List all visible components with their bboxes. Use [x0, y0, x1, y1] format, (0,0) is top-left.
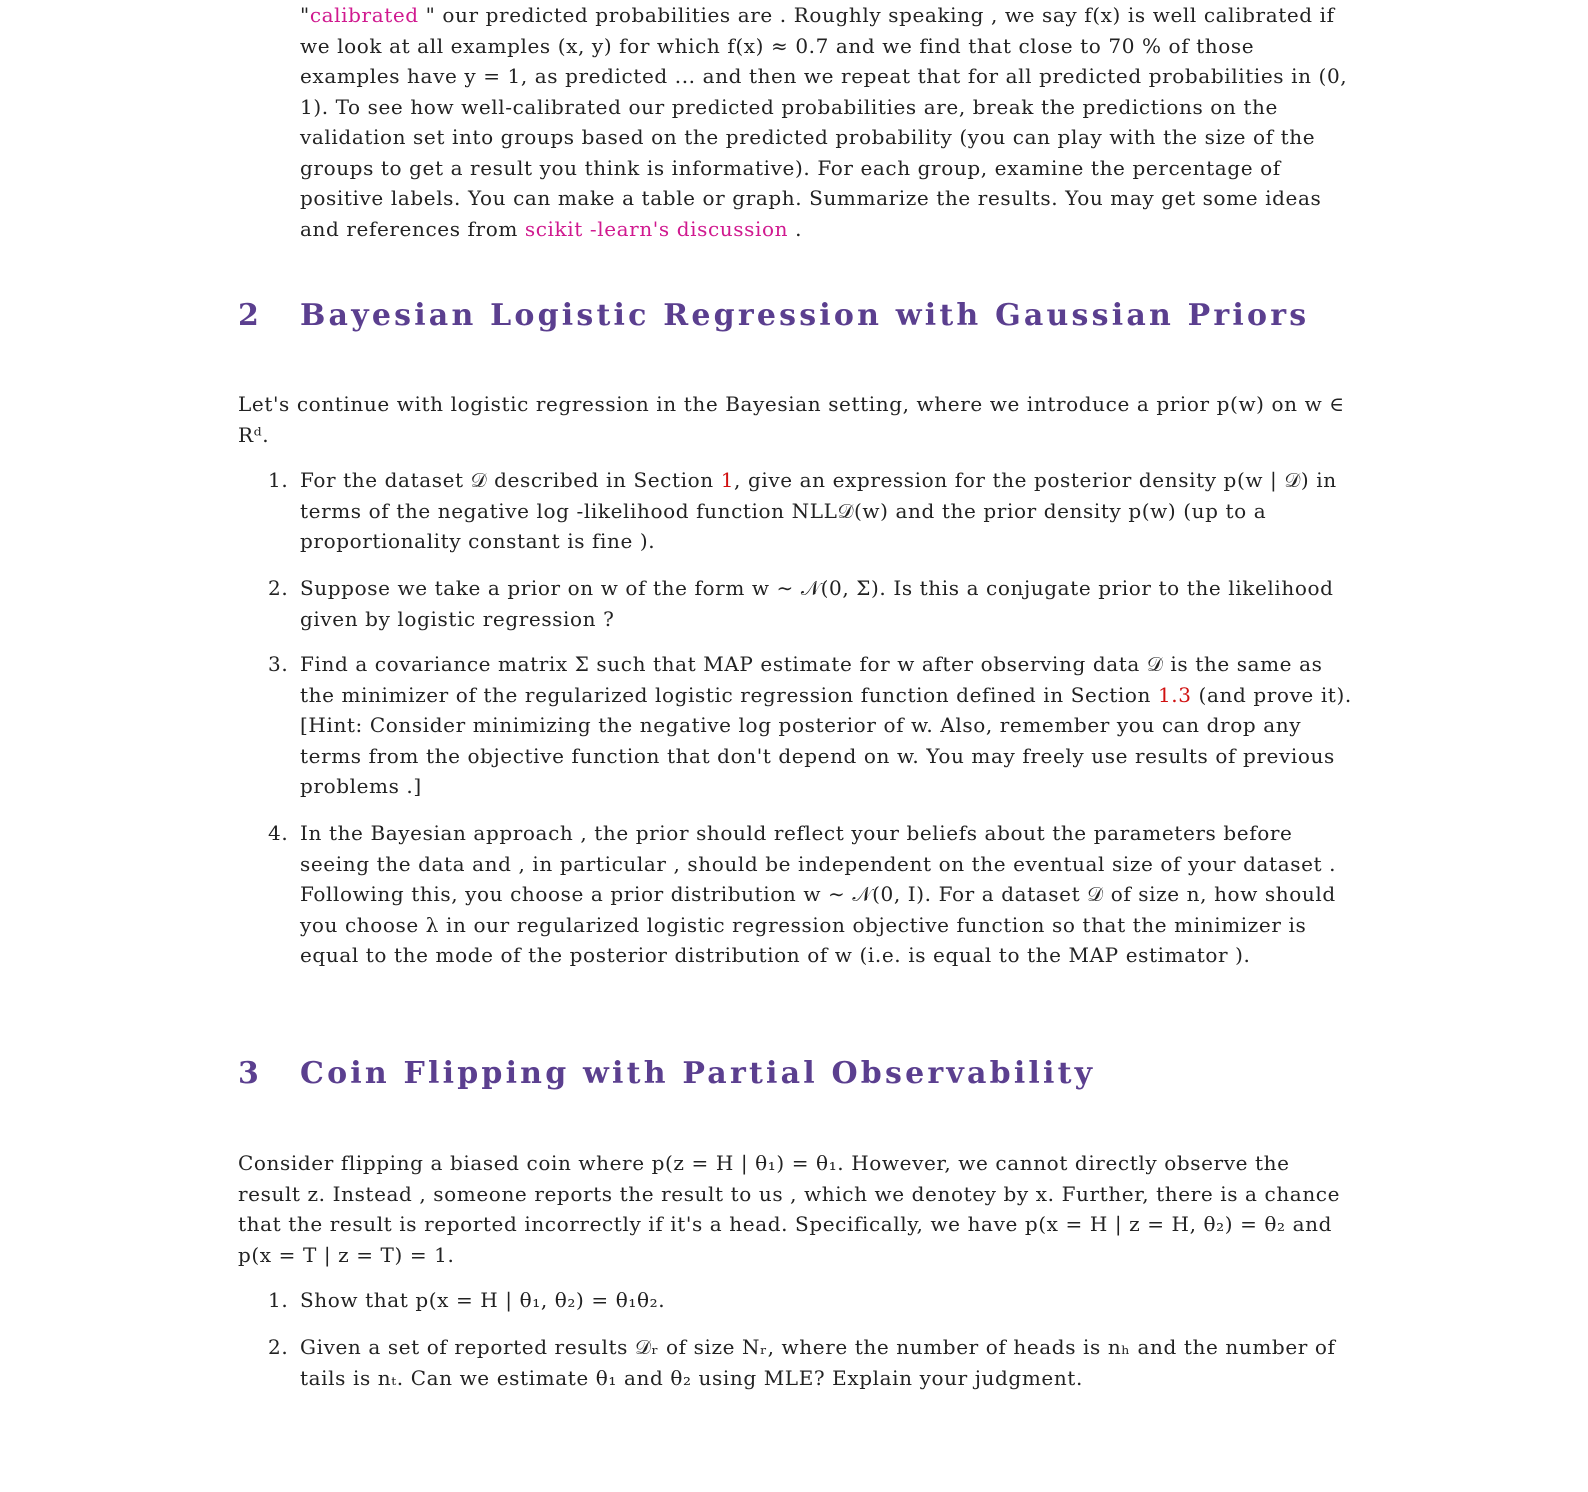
list-number: 2. — [268, 1335, 289, 1359]
section-reference-link[interactable]: 1 — [720, 468, 735, 492]
section-2-heading — [238, 298, 1309, 333]
section-2-intro: Let's continue with logistic regression in the Bayesian setting, where we introduce a prior p(w) on w ∈ Rᵈ. — [238, 392, 1345, 447]
section-number: 2 — [238, 298, 263, 333]
calibrated-link[interactable]: calibrated — [309, 3, 419, 27]
text-fragment: " our predicted probabilities are . Roughly speaking , we say f(x) is well calibrated if we look at all examples (x, y) for which f(x) ≈ 0.7 and we find that close to 70 % of those examples have y = 1, as predicted ... and then we repeat that for all predicted probabilities in (0, 1). To see how well-calibrated our predicted probabilities are, break the predictions on the validation set into groups based on the predicted probability (you can play with the size of the groups to get a result you think is informative). For each group, examine the percentage of positive labels. You can make a table or graph. Summarize the results. You may get some ideas and references from — [300, 3, 1348, 241]
list-item — [268, 649, 1358, 802]
list-number: 3. — [268, 652, 289, 676]
list-number: 2. — [268, 576, 289, 600]
list-item — [268, 573, 1358, 634]
section-title: Coin Flipping with Partial Observability — [300, 1056, 1096, 1091]
list-item — [268, 465, 1358, 557]
text-fragment — [670, 217, 677, 241]
list-number: 1. — [268, 468, 289, 492]
text-fragment: . — [788, 216, 803, 241]
list-text: Show that p(x = H | θ₁, θ₂) = θ₁θ₂. — [300, 1288, 666, 1312]
text-fragment: (and prove it). [Hint: Consider minimizing the negative log posterior of w. Also, remember you can drop any terms from the objective function that don't depend on w. You may freely use results of previous problems .] — [300, 682, 1352, 798]
section-reference-link[interactable]: 1.3 — [1157, 682, 1192, 707]
text-fragment: " — [300, 3, 310, 27]
section-number: 3 — [238, 1056, 263, 1091]
list-text: Suppose we take a prior on w of the form w ∼ 𝒩(0, Σ). Is this a conjugate prior to the likelihood given by logistic regression ? — [300, 576, 1334, 631]
top-paragraph — [300, 0, 1360, 244]
text-fragment: For the dataset 𝒟 described in Section — [300, 468, 721, 492]
discussion-link[interactable]: discussion — [676, 216, 789, 241]
text-fragment: Find a covariance matrix Σ such that MAP estimate for w after observing data 𝒟 is the same as the minimizer of the regularized logistic regression function defined in Section — [300, 652, 1323, 707]
section-3-heading — [238, 1056, 1095, 1091]
section-title: Bayesian Logistic Regression with Gaussian Priors — [300, 298, 1310, 333]
list-number: 4. — [268, 821, 289, 845]
section-3-intro: Consider flipping a biased coin where p(z = H | θ₁) = θ₁. However, we cannot directly observe the result z. Instead , someone reports the result to us , which we denotey by x. Further, there is a chance that the result is reported incorrectly if it's a head. Specifically, we have p(x = H | z = H, θ₂) = θ₂ and p(x = T | z = T) = 1. — [238, 1151, 1341, 1267]
list-item — [268, 1332, 1358, 1393]
scikit-learn-link[interactable]: scikit -learn's — [524, 216, 670, 241]
list-text: In the Bayesian approach , the prior should reflect your beliefs about the parameters before seeing the data and , in particular , should be independent on the eventual size of your dataset . Following this, you choose a prior distribution w ∼ 𝒩(0, I). For a dataset 𝒟 of size n, how should you choose λ in our regularized logistic regression objective function so that the minimizer is equal to the mode of the posterior distribution of w (i.e. is equal to the MAP estimator ). — [300, 821, 1337, 967]
text-fragment: , give an expression for the posterior density p(w | 𝒟) in terms of the negative log -likelihood function NLL𝒟(w) and the prior density p(w) (up to a proportionality constant is fine ). — [300, 468, 1337, 553]
list-item — [268, 1285, 1358, 1316]
list-text: Given a set of reported results 𝒟ᵣ of size Nᵣ, where the number of heads is nₕ and the number of tails is nₜ. Can we estimate θ₁ and θ₂ using MLE? Explain your judgment. — [300, 1335, 1336, 1390]
list-item — [268, 818, 1358, 971]
list-number: 1. — [268, 1288, 289, 1312]
